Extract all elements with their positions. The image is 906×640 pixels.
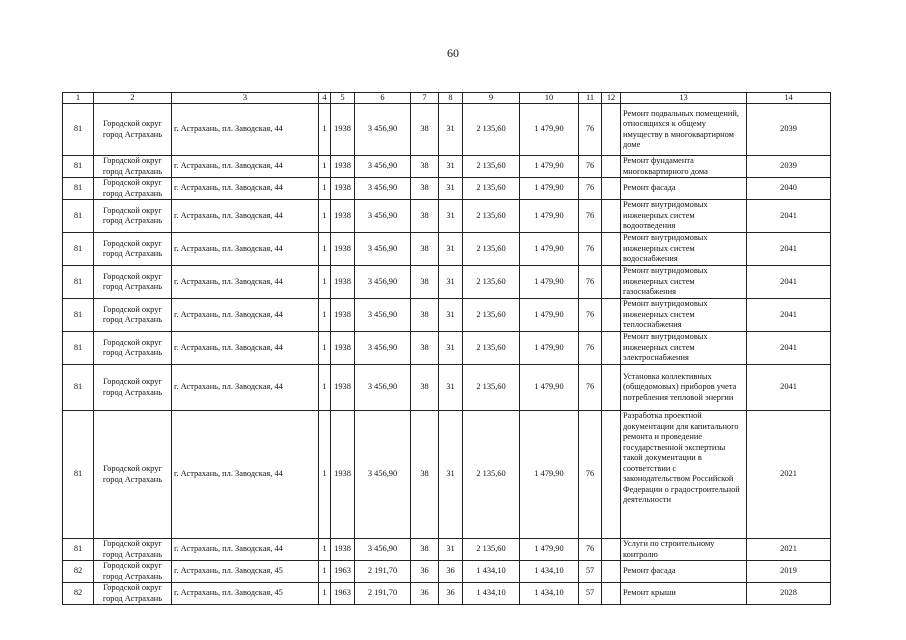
column-header: 12 [602,93,621,104]
column-number-row [63,93,831,104]
plan-year-cell: 2041 [747,365,831,411]
area-10-cell: 1 479,90 [520,539,579,561]
table-row [63,539,831,561]
municipality-cell: Городской округ город Астрахань [94,561,172,583]
plan-year-cell: 2040 [747,178,831,200]
municipality-cell: Городской округ город Астрахань [94,178,172,200]
plan-year-cell: 2041 [747,200,831,233]
col-11-cell: 76 [579,365,602,411]
build-year-cell: 1938 [331,233,355,266]
col-12-cell [602,233,621,266]
address-cell: г. Астрахань, пл. Заводская, 44 [172,299,319,332]
column-header: 10 [520,93,579,104]
municipality-cell: Городской округ город Астрахань [94,104,172,156]
plan-year-cell: 2041 [747,299,831,332]
col-8-cell: 31 [439,266,463,299]
address-cell: г. Астрахань, пл. Заводская, 44 [172,332,319,365]
total-area-cell: 3 456,90 [355,411,411,539]
plan-year-cell: 2039 [747,104,831,156]
build-year-cell: 1938 [331,299,355,332]
municipality-cell: Городской округ город Астрахань [94,156,172,178]
total-area-cell: 3 456,90 [355,156,411,178]
col-12-cell [602,561,621,583]
build-year-cell: 1938 [331,200,355,233]
col-11-cell: 76 [579,332,602,365]
col-11-cell: 76 [579,104,602,156]
municipality-cell: Городской округ город Астрахань [94,332,172,365]
row-number-cell: 81 [63,156,94,178]
work-type-cell: Ремонт внутридомовых инженерных систем газоснабжения [621,266,747,299]
build-year-cell: 1938 [331,266,355,299]
row-number-cell: 81 [63,266,94,299]
col-11-cell: 76 [579,156,602,178]
column-header: 5 [331,93,355,104]
table-row [63,156,831,178]
area-9-cell: 2 135,60 [463,200,520,233]
plan-year-cell: 2041 [747,233,831,266]
table-row [63,583,831,605]
col-11-cell: 76 [579,299,602,332]
area-9-cell: 2 135,60 [463,178,520,200]
table-row [63,178,831,200]
col-4-cell: 1 [319,299,331,332]
col-4-cell: 1 [319,266,331,299]
plan-year-cell: 2039 [747,156,831,178]
column-header: 2 [94,93,172,104]
row-number-cell: 81 [63,365,94,411]
address-cell: г. Астрахань, пл. Заводская, 44 [172,411,319,539]
plan-year-cell: 2021 [747,411,831,539]
col-4-cell: 1 [319,104,331,156]
work-type-cell: Ремонт подвальных помещений, относящихся к общему имуществу в многоквартирном доме [621,104,747,156]
build-year-cell: 1938 [331,104,355,156]
col-12-cell [602,411,621,539]
work-type-cell: Ремонт фасада [621,178,747,200]
column-header: 11 [579,93,602,104]
col-12-cell [602,104,621,156]
municipality-cell: Городской округ город Астрахань [94,200,172,233]
col-8-cell: 36 [439,583,463,605]
row-number-cell: 81 [63,299,94,332]
col-11-cell: 76 [579,178,602,200]
work-type-cell: Ремонт внутридомовых инженерных систем водоотведения [621,200,747,233]
build-year-cell: 1963 [331,561,355,583]
build-year-cell: 1938 [331,539,355,561]
area-9-cell: 2 135,60 [463,233,520,266]
row-number-cell: 82 [63,583,94,605]
col-4-cell: 1 [319,156,331,178]
total-area-cell: 2 191,70 [355,583,411,605]
row-number-cell: 82 [63,561,94,583]
total-area-cell: 3 456,90 [355,178,411,200]
page-number: 60 [447,46,459,60]
total-area-cell: 2 191,70 [355,561,411,583]
area-9-cell: 1 434,10 [463,583,520,605]
col-11-cell: 76 [579,411,602,539]
area-9-cell: 2 135,60 [463,104,520,156]
area-9-cell: 2 135,60 [463,411,520,539]
area-10-cell: 1 479,90 [520,178,579,200]
total-area-cell: 3 456,90 [355,299,411,332]
col-7-cell: 38 [411,539,439,561]
col-12-cell [602,266,621,299]
row-number-cell: 81 [63,411,94,539]
area-10-cell: 1 479,90 [520,104,579,156]
plan-year-cell: 2021 [747,539,831,561]
table-row [63,104,831,156]
col-4-cell: 1 [319,583,331,605]
col-8-cell: 31 [439,233,463,266]
total-area-cell: 3 456,90 [355,365,411,411]
col-8-cell: 31 [439,178,463,200]
address-cell: г. Астрахань, пл. Заводская, 45 [172,583,319,605]
column-header: 9 [463,93,520,104]
col-7-cell: 38 [411,104,439,156]
row-number-cell: 81 [63,539,94,561]
col-8-cell: 31 [439,299,463,332]
column-header: 4 [319,93,331,104]
col-11-cell: 57 [579,583,602,605]
col-7-cell: 38 [411,200,439,233]
col-4-cell: 1 [319,539,331,561]
area-10-cell: 1 434,10 [520,561,579,583]
col-8-cell: 31 [439,156,463,178]
build-year-cell: 1963 [331,583,355,605]
address-cell: г. Астрахань, пл. Заводская, 44 [172,200,319,233]
row-number-cell: 81 [63,200,94,233]
col-7-cell: 38 [411,233,439,266]
column-header: 7 [411,93,439,104]
area-9-cell: 2 135,60 [463,332,520,365]
address-cell: г. Астрахань, пл. Заводская, 44 [172,233,319,266]
work-type-cell: Услуги по строительному контролю [621,539,747,561]
col-4-cell: 1 [319,365,331,411]
build-year-cell: 1938 [331,332,355,365]
address-cell: г. Астрахань, пл. Заводская, 44 [172,266,319,299]
area-10-cell: 1 479,90 [520,299,579,332]
work-type-cell: Ремонт внутридомовых инженерных систем водоснабжения [621,233,747,266]
col-4-cell: 1 [319,178,331,200]
total-area-cell: 3 456,90 [355,266,411,299]
municipality-cell: Городской округ город Астрахань [94,411,172,539]
col-4-cell: 1 [319,411,331,539]
col-11-cell: 76 [579,539,602,561]
col-7-cell: 38 [411,365,439,411]
column-header: 6 [355,93,411,104]
col-8-cell: 31 [439,104,463,156]
work-type-cell: Ремонт фундамента многоквартирного дома [621,156,747,178]
col-4-cell: 1 [319,233,331,266]
col-8-cell: 31 [439,200,463,233]
column-header: 1 [63,93,94,104]
plan-year-cell: 2041 [747,266,831,299]
col-8-cell: 31 [439,411,463,539]
col-12-cell [602,583,621,605]
col-11-cell: 76 [579,233,602,266]
col-8-cell: 31 [439,539,463,561]
row-number-cell: 81 [63,178,94,200]
col-7-cell: 38 [411,156,439,178]
work-type-cell: Ремонт фасада [621,561,747,583]
col-4-cell: 1 [319,200,331,233]
plan-year-cell: 2041 [747,332,831,365]
area-10-cell: 1 479,90 [520,156,579,178]
work-type-cell: Ремонт внутридомовых инженерных систем электроснабжения [621,332,747,365]
address-cell: г. Астрахань, пл. Заводская, 44 [172,104,319,156]
area-10-cell: 1 434,10 [520,583,579,605]
table-row [63,200,831,233]
municipality-cell: Городской округ город Астрахань [94,299,172,332]
col-4-cell: 1 [319,561,331,583]
total-area-cell: 3 456,90 [355,104,411,156]
col-8-cell: 31 [439,365,463,411]
work-type-cell: Установка коллективных (общедомовых) приборов учета потребления тепловой энергии [621,365,747,411]
col-12-cell [602,539,621,561]
municipality-cell: Городской округ город Астрахань [94,233,172,266]
col-12-cell [602,200,621,233]
col-12-cell [602,299,621,332]
address-cell: г. Астрахань, пл. Заводская, 44 [172,365,319,411]
address-cell: г. Астрахань, пл. Заводская, 44 [172,156,319,178]
plan-year-cell: 2019 [747,561,831,583]
build-year-cell: 1938 [331,156,355,178]
table-row [63,233,831,266]
col-7-cell: 38 [411,299,439,332]
col-7-cell: 36 [411,583,439,605]
col-12-cell [602,365,621,411]
area-10-cell: 1 479,90 [520,200,579,233]
table-row [63,561,831,583]
area-10-cell: 1 479,90 [520,411,579,539]
table-row [63,365,831,411]
area-9-cell: 2 135,60 [463,365,520,411]
col-7-cell: 38 [411,266,439,299]
municipality-cell: Городской округ город Астрахань [94,266,172,299]
area-9-cell: 2 135,60 [463,156,520,178]
municipality-cell: Городской округ город Астрахань [94,539,172,561]
area-9-cell: 2 135,60 [463,266,520,299]
table-row [63,332,831,365]
build-year-cell: 1938 [331,178,355,200]
column-header: 14 [747,93,831,104]
col-7-cell: 38 [411,411,439,539]
column-header: 3 [172,93,319,104]
address-cell: г. Астрахань, пл. Заводская, 44 [172,178,319,200]
table-row [63,299,831,332]
col-11-cell: 76 [579,200,602,233]
repair-schedule-table [62,92,831,605]
col-7-cell: 36 [411,561,439,583]
work-type-cell: Разработка проектной документации для капитального ремонта и проведение государственной экспертизы такой документации в соответствии с законодательством Российской Федерации о градостроительной деятельности [621,411,747,539]
row-number-cell: 81 [63,104,94,156]
municipality-cell: Городской округ город Астрахань [94,583,172,605]
table-row [63,411,831,539]
area-10-cell: 1 479,90 [520,332,579,365]
area-9-cell: 2 135,60 [463,539,520,561]
plan-year-cell: 2028 [747,583,831,605]
total-area-cell: 3 456,90 [355,332,411,365]
col-7-cell: 38 [411,178,439,200]
area-9-cell: 2 135,60 [463,299,520,332]
address-cell: г. Астрахань, пл. Заводская, 44 [172,539,319,561]
total-area-cell: 3 456,90 [355,200,411,233]
col-8-cell: 36 [439,561,463,583]
work-type-cell: Ремонт внутридомовых инженерных систем теплоснабжения [621,299,747,332]
table-row [63,266,831,299]
area-10-cell: 1 479,90 [520,233,579,266]
col-8-cell: 31 [439,332,463,365]
area-10-cell: 1 479,90 [520,266,579,299]
row-number-cell: 81 [63,332,94,365]
build-year-cell: 1938 [331,411,355,539]
col-7-cell: 38 [411,332,439,365]
col-11-cell: 76 [579,266,602,299]
build-year-cell: 1938 [331,365,355,411]
work-type-cell: Ремонт крыши [621,583,747,605]
column-header: 13 [621,93,747,104]
col-4-cell: 1 [319,332,331,365]
col-12-cell [602,156,621,178]
area-10-cell: 1 479,90 [520,365,579,411]
row-number-cell: 81 [63,233,94,266]
address-cell: г. Астрахань, пл. Заводская, 45 [172,561,319,583]
area-9-cell: 1 434,10 [463,561,520,583]
total-area-cell: 3 456,90 [355,233,411,266]
col-12-cell [602,178,621,200]
col-11-cell: 57 [579,561,602,583]
municipality-cell: Городской округ город Астрахань [94,365,172,411]
total-area-cell: 3 456,90 [355,539,411,561]
col-12-cell [602,332,621,365]
column-header: 8 [439,93,463,104]
